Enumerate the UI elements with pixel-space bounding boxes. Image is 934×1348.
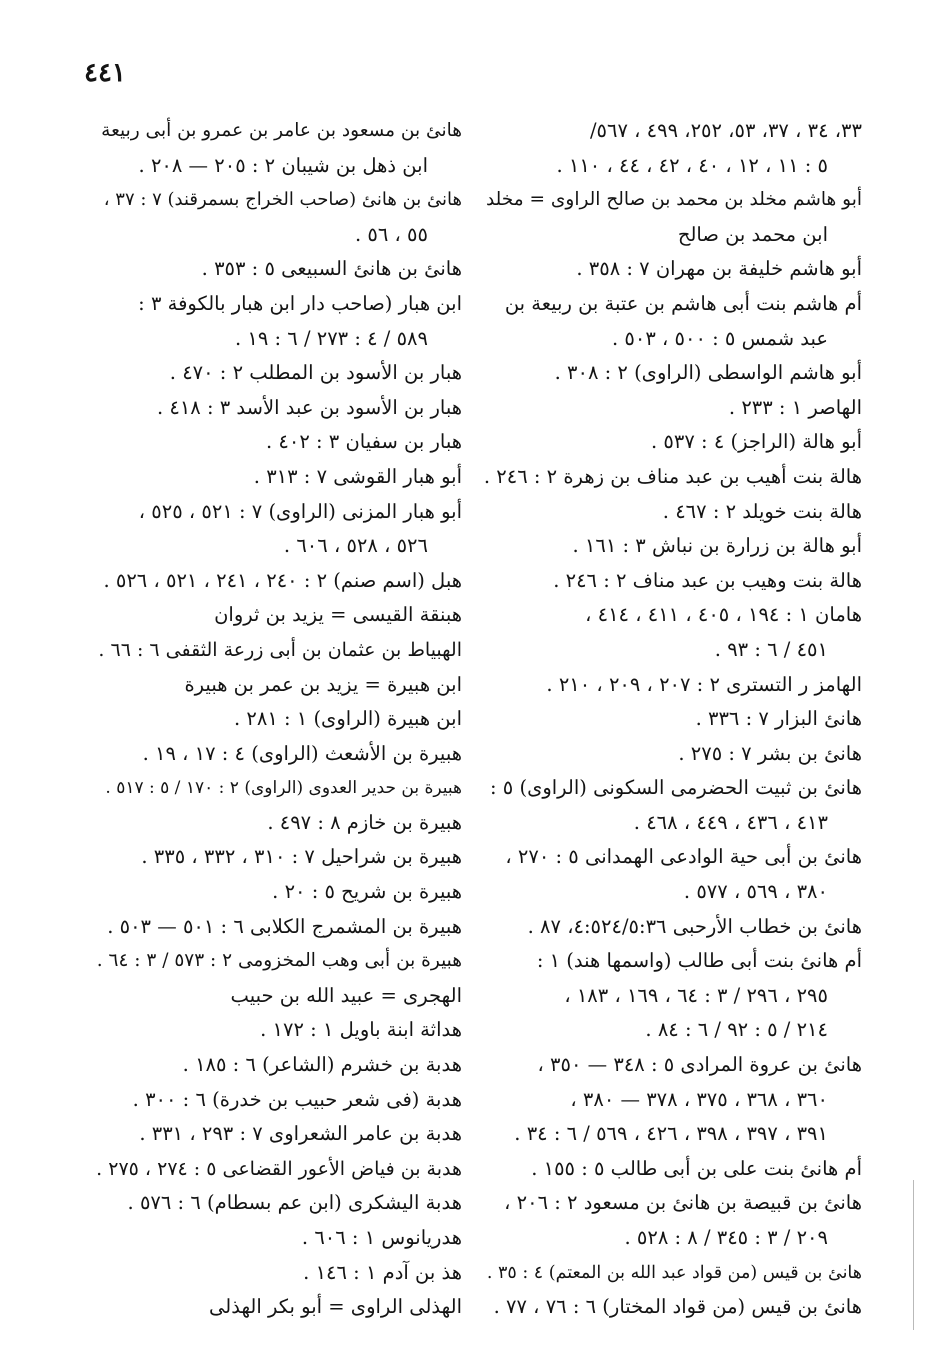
index-entry: هانئ بن ثبيت الحضرمى السكونى (الراوى) ٥ : <box>490 776 862 800</box>
index-entry: أبو هبار القوشى ٧ : ٣١٣ . <box>253 464 462 488</box>
index-entry: هانئ بن عروة المرادى ٥ : ٣٤٨ — ٣٥٠ ، <box>537 1053 862 1077</box>
index-entry: ٣٣، ٣٤ ، ٣٧، ٥٣، ٢٥٢، ٤٩٩ ، ٥٦٧/ <box>589 119 862 142</box>
index-entry: ابن هبيرة (الراوى) ١ : ٢٨١ . <box>233 707 462 731</box>
index-entry: ابن هبيرة = يزيد بن عمر بن هبيرة <box>184 672 462 696</box>
index-entry: هالة بنت وهيب بن عبد مناف ٢ : ٢٤٦ . <box>553 568 862 592</box>
index-entry: هبيرة بن شراحيل ٧ : ٣١٠ ، ٣٣٢ ، ٣٣٥ . <box>141 845 462 869</box>
index-entry: هانئ بن قبيصة بن هانئ بن مسعود ٢ : ٢٠٦ ، <box>504 1191 862 1215</box>
index-entry: هانئ بن خطاب الأرحبى ٤:٥٢٤/٥:٣٦، ٨٧ . <box>527 914 862 938</box>
index-entry: هدبة بن فياض الأعور القضاعى ٥ : ٢٧٤ ، ٢٧٥ . <box>96 1157 462 1180</box>
index-entry: هالة بنت خويلد ٢ : ٤٦٧ . <box>662 499 862 523</box>
index-entry: الهاصر ١ : ٢٣٣ . <box>728 395 862 419</box>
index-entry: ابن هبار (صاحب دار ابن هبار بالكوفة ٣ : <box>138 291 462 315</box>
index-entry: هدبة بن خشرم (الشاعر) ٦ : ١٨٥ . <box>182 1053 462 1077</box>
index-entry: أبو هالة (الراجز) ٤ : ٥٣٧ . <box>651 430 862 454</box>
index-entry: هانئ بن مسعود بن عامر بن عمرو بن أبى ربيعة <box>101 120 462 141</box>
index-entry: هبيرة بن حدير العدوى (الراوى) ٢ : ١٧٠ / ٥ : ٥١٧ . <box>105 778 462 799</box>
index-entry: هامان ١ : ١٩٤ ، ٤٠٥ ، ٤١١ ، ٤١٤ ، <box>585 603 862 627</box>
index-column-right <box>482 114 862 1325</box>
index-entry: هانئ بن أبى حية الوادعى الهمدانى ٥ : ٢٧٠ ، <box>505 845 862 869</box>
index-entry: أم هانئ بنت على بن أبى طالب ٥ : ١٥٥ . <box>531 1156 862 1180</box>
page-number: ٤٤١ <box>84 58 126 88</box>
index-entry: هانئ بن قيس (من قواد عبد الله بن المعتم) ٤ : ٣٥ . <box>486 1262 862 1283</box>
index-entry: هبيرة بن شريح ٥ : ٢٠ . <box>272 880 462 904</box>
index-entry: أبو هالة بن زرارة بن نباش ٣ : ١٦١ . <box>572 534 862 558</box>
index-entry: هبل (اسم صنم) ٢ : ٢٤٠ ، ٢٤١ ، ٥٢١ ، ٥٢٦ . <box>103 568 462 592</box>
index-entry-continuation: ٥ : ١١ ، ١٢ ، ٤٠ ، ٤٢ ، ٤٤ ، ١١٠ . <box>556 153 828 177</box>
index-entry: الهذلى الراوى = أبو بكر الهذلى <box>209 1295 462 1319</box>
index-entry-continuation: ٢١٤ / ٥ : ٩٢ / ٦ : ٨٤ . <box>645 1018 828 1042</box>
index-entry: أم هانئ بنت أبى طالب (واسمها هند) ١ : <box>536 949 862 973</box>
index-entry-continuation: ابن محمد بن صالح <box>677 222 828 246</box>
index-entry-continuation: ٣٦٠ ، ٣٦٨ ، ٣٧٥ ، ٣٧٨ — ٣٨٠ ، <box>570 1087 828 1111</box>
index-entry: هدبة (فى شعر حبيب بن خدرة) ٦ : ٣٠٠ . <box>132 1087 462 1111</box>
index-entry: أبو هاشم مخلد بن محمد بن صالح الراوى = مخلد <box>485 189 862 211</box>
index-entry: هانئ بن هانئ السبيعى ٥ : ٣٥٣ . <box>201 257 462 281</box>
index-entry-continuation: ٣٨٠ ، ٥٦٩ ، ٥٧٧ . <box>683 880 828 904</box>
index-entry-continuation: ٢٠٩ / ٣ : ٣٤٥ / ٨ : ٥٢٨ . <box>624 1226 828 1249</box>
margin-rule <box>913 1180 914 1330</box>
index-entry: هبنقة القيسى = يزيد بن ثروان <box>214 603 462 627</box>
index-entry-continuation: ابن ذهل بن شيبان ٢ : ٢٠٥ — ٢٠٨ . <box>138 153 428 177</box>
index-entry: أم هاشم بنت أبى هاشم بن عتبة بن ربيعة بن <box>504 291 862 315</box>
index-entry: هبيرة بن المشمرج الكلابى ٦ : ٥٠١ — ٥٠٣ . <box>107 914 462 938</box>
index-entry: هبار بن سفيان ٣ : ٤٠٢ . <box>265 430 462 454</box>
index-entry: هداثة ابنة باويل ١ : ١٧٢ . <box>260 1018 462 1042</box>
index-column-left <box>96 114 462 1325</box>
index-entry-continuation: ٥٢٦ ، ٥٢٨ ، ٦٠٦ . <box>283 534 428 558</box>
index-entry: هانئ بن هانئ (صاحب الخراج بسمرقند) ٧ : ٣٧ ، <box>103 189 462 211</box>
index-entry: هبيرة بن الأشعث (الراوى) ٤ : ١٧ ، ١٩ . <box>142 741 462 765</box>
index-entry-continuation: ٥٥ ، ٥٦ . <box>354 222 428 246</box>
index-entry: هبيرة بن خازم ٨ : ٤٩٧ . <box>267 810 462 834</box>
index-entry: هذ بن آدم ١ : ١٤٦ . <box>303 1260 462 1284</box>
index-entry: هدريانوس ١ : ٦٠٦ . <box>301 1226 462 1249</box>
index-entry-continuation: ٣٩١ ، ٣٩٧ ، ٣٩٨ ، ٤٢٦ ، ٥٦٩ / ٦ : ٣٤ . <box>514 1122 828 1146</box>
index-entry-continuation: ٢٩٥ ، ٢٩٦ / ٣ : ٦٤ ، ١٦٩ ، ١٨٣ ، <box>564 983 828 1007</box>
index-entry: هدبة بن عامر الشعراوى ٧ : ٢٩٣ ، ٣٣١ . <box>139 1122 462 1146</box>
index-entry: هبيرة بن أبى وهب المخزومى ٢ : ٥٧٣ / ٣ : ٦٤ . <box>96 950 462 972</box>
index-entry: هانئ البزار ٧ : ٣٣٦ . <box>695 707 862 731</box>
index-entry-continuation: ٤٥١ / ٦ : ٩٣ . <box>714 637 828 661</box>
index-entry-continuation: ٤١٣ ، ٤٣٦ ، ٤٤٩ ، ٤٦٨ . <box>633 810 828 834</box>
index-entry: هدبة اليشكرى (ابن عم بسطام) ٦ : ٥٧٦ . <box>127 1191 462 1215</box>
index-entry: أبو هاشم خليفة بن مهران ٧ : ٣٥٨ . <box>576 257 862 281</box>
index-entry: أبو هاشم الواسطى (الراوى) ٢ : ٣٠٨ . <box>554 361 862 385</box>
index-entry: هبار بن الأسود بن عبد الأسد ٣ : ٤١٨ . <box>156 395 462 419</box>
index-entry: هانئ بن بشر ٧ : ٢٧٥ . <box>678 741 862 765</box>
index-entry: هانئ بن قيس (من قواد المختار) ٦ : ٧٦ ، ٧٧ . <box>493 1295 862 1319</box>
index-entry: الهجرى = عبيد الله بن حبيب <box>230 983 462 1007</box>
index-entry: أبو هبار المزنى (الراوى) ٧ : ٥٢١ ، ٥٢٥ ، <box>138 499 462 523</box>
index-entry-continuation: عبد شمس ٥ : ٥٠٠ ، ٥٠٣ . <box>611 326 828 350</box>
index-entry-continuation: ٥٨٩ / ٤ : ٢٧٣ / ٦ : ١٩ . <box>234 326 428 350</box>
index-entry: الهبياط بن عثمان بن أبى زرعة الثقفى ٦ : ٦٦ . <box>98 638 462 661</box>
index-entry: هالة بنت أهيب بن عبد مناف بن زهرة ٢ : ٢٤٦ . <box>483 464 862 488</box>
index-entry: هبار بن الأسود بن المطلب ٢ : ٤٧٠ . <box>169 361 462 385</box>
index-entry: الهامز ر التسترى ٢ : ٢٠٧ ، ٢٠٩ ، ٢١٠ . <box>546 672 862 696</box>
